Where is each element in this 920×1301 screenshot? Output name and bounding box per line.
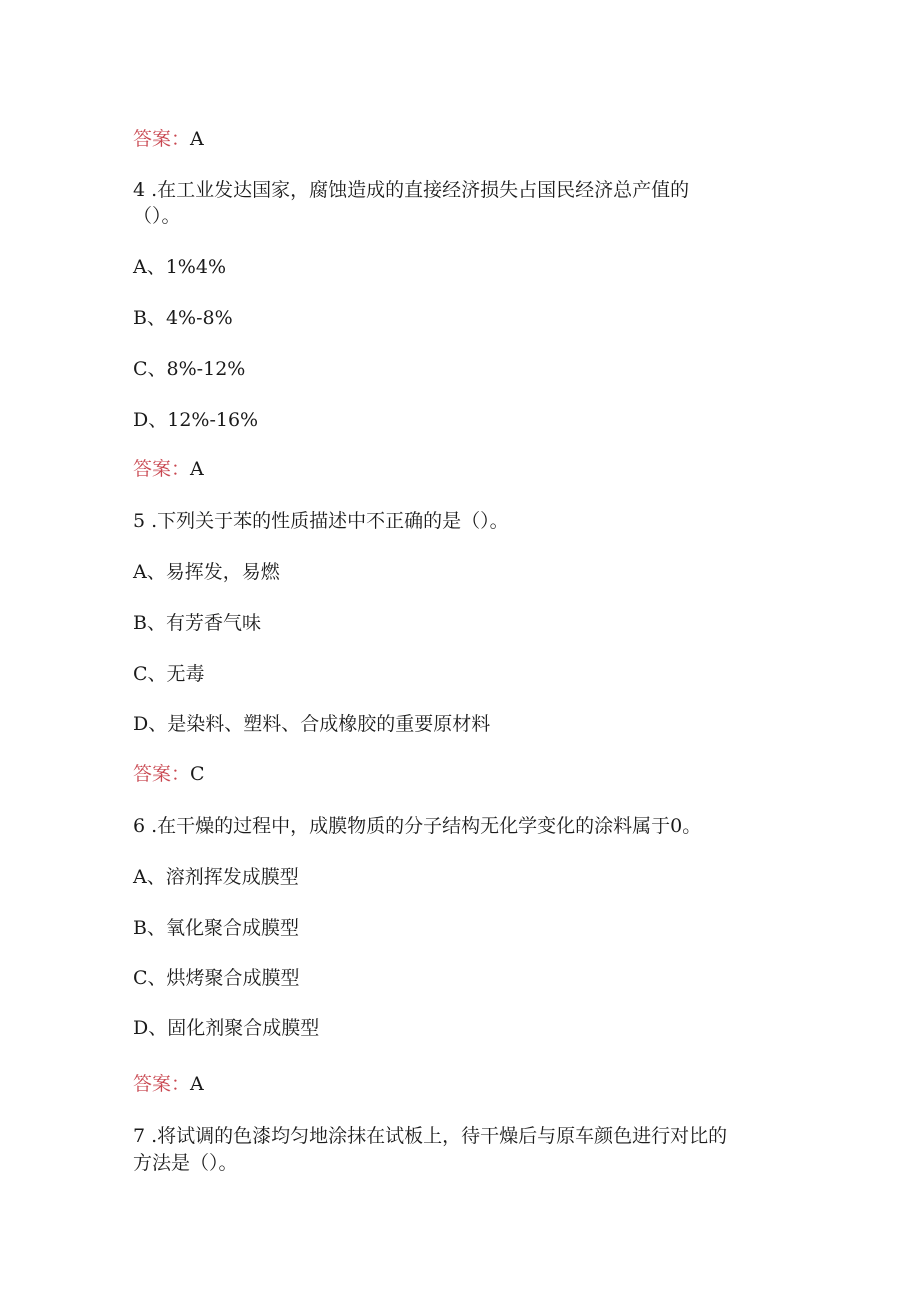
answer-value: A — [190, 458, 204, 480]
answer-line — [133, 762, 205, 786]
question-4-option-a: A、1%4% — [133, 256, 227, 278]
question-6-option-c: C、烘烤聚合成膜型 — [133, 967, 300, 989]
question-5-line-1: 5 .下列关于苯的性质描述中不正确的是（）。 — [133, 510, 509, 532]
question-4-line-1: 4 .在工业发达国家，腐蚀造成的直接经济损失占国民经济总产值的 — [133, 179, 690, 201]
answer-label: 答案： — [133, 458, 191, 480]
question-4-option-b: B、4%-8% — [133, 307, 233, 329]
answer-value: A — [190, 1073, 204, 1095]
question-7-line-1: 7 .将试调的色漆均匀地涂抹在试板上，待干燥后与原车颜色进行对比的 — [133, 1125, 728, 1147]
answer-label: 答案： — [133, 128, 191, 150]
answer-value: A — [190, 128, 204, 150]
answer-line — [133, 1072, 204, 1096]
question-6-option-b: B、氧化聚合成膜型 — [133, 917, 299, 939]
answer-label: 答案： — [133, 763, 191, 785]
answer-value: C — [190, 763, 205, 785]
answer-line — [133, 457, 204, 481]
question-4-option-d: D、12%-16% — [133, 409, 259, 431]
question-7-line-2: 方法是（）。 — [133, 1152, 238, 1174]
question-6-option-a: A、溶剂挥发成膜型 — [133, 866, 299, 888]
question-5-option-d: D、是染料、塑料、合成橡胶的重要原材料 — [133, 713, 491, 735]
answer-line — [133, 127, 204, 151]
question-6-option-d: D、固化剂聚合成膜型 — [133, 1017, 320, 1039]
question-6-line-1: 6 .在干燥的过程中，成膜物质的分子结构无化学变化的涂料属于0。 — [133, 815, 702, 837]
answer-label: 答案： — [133, 1073, 191, 1095]
question-5-option-b: B、有芳香气味 — [133, 612, 261, 634]
question-4-option-c: C、8%-12% — [133, 358, 246, 380]
question-5-option-a: A、易挥发，易燃 — [133, 561, 280, 583]
question-5-option-c: C、无毒 — [133, 663, 205, 685]
question-4-line-2: （）。 — [133, 205, 181, 227]
